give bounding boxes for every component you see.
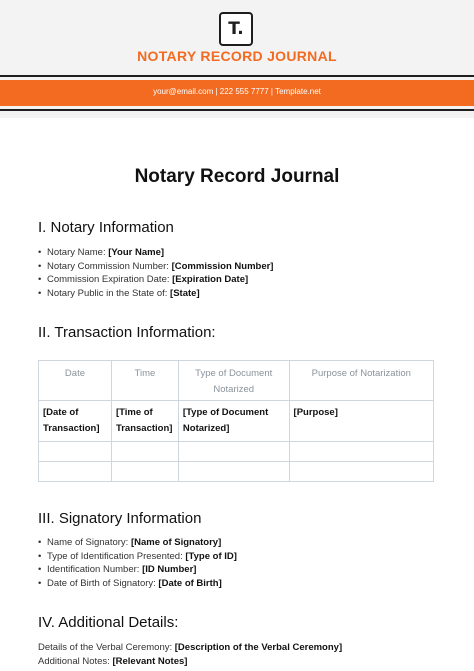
list-item [38,577,237,591]
list-item [38,563,237,577]
table-cell: [Purpose] [289,401,433,442]
item-value: [Commission Number] [171,260,274,272]
table-row [39,462,434,482]
list-item [38,246,273,260]
brand-title: NOTARY RECORD JOURNAL [137,48,337,64]
additional-detail-line [38,656,187,667]
table-row [39,442,434,462]
header-divider-top [0,75,474,77]
item-label: Name of Signatory: [47,537,129,548]
transaction-table [38,360,434,482]
item-label: Notary Commission Number: [47,260,169,272]
item-label: Type of Identification Presented: [47,550,183,562]
item-value: [ID Number] [142,564,197,575]
section-heading-notary: I. Notary Information [38,219,174,236]
item-value: [Date of Birth] [158,577,222,589]
item-label: Commission Expiration Date: [47,274,170,285]
item-value: [Your Name] [108,247,165,258]
document-title: Notary Record Journal [134,166,340,187]
item-label: Identification Number: [47,564,140,575]
list-item [38,536,237,550]
template-logo: T. [219,12,253,46]
table-cell [289,462,433,482]
table-cell [39,462,112,482]
table-cell [111,462,178,482]
section-heading-signatory: III. Signatory Information [38,510,202,527]
signatory-info-list [38,536,237,590]
item-label: Details of the Verbal Ceremony: [38,642,173,653]
item-label: Additional Notes: [38,656,110,667]
table-cell [39,442,112,462]
column-header-time: Time [111,361,178,401]
table-cell [178,462,289,482]
list-item [38,287,273,301]
list-item [38,550,237,564]
item-value: [Name of Signatory] [130,537,222,548]
item-label: Notary Public in the State of: [47,287,168,299]
table-cell: [Time of Transaction] [111,401,178,442]
table-cell [289,442,433,462]
item-value: [State] [170,287,200,299]
column-header-date: Date [39,361,112,401]
page-header [0,0,474,118]
item-value: [Description of the Verbal Ceremony] [174,642,343,653]
table-cell: [Date of Transaction] [39,401,112,442]
notary-info-list [38,246,273,300]
section-heading-additional: IV. Additional Details: [38,614,179,631]
additional-detail-line [38,642,342,653]
table-header-row [39,361,434,401]
item-label: Date of Birth of Signatory: [47,577,156,589]
contact-info: your@email.com | 222 555 7777 | Template.net [153,87,321,96]
column-header-purpose: Purpose of Notarization [289,361,433,401]
item-value: [Expiration Date] [172,274,249,285]
section-heading-transaction: II. Transaction Information: [38,324,216,341]
table-cell [178,442,289,462]
table-cell: [Type of Document Notarized] [178,401,289,442]
table-cell [111,442,178,462]
item-value: [Type of ID] [185,550,237,562]
table-row [39,401,434,442]
item-value: [Relevant Notes] [112,656,188,667]
list-item [38,273,273,287]
header-divider-bottom [0,109,474,111]
item-label: Notary Name: [47,247,106,258]
list-item [38,260,273,274]
column-header-document-type: Type of Document Notarized [178,361,289,401]
